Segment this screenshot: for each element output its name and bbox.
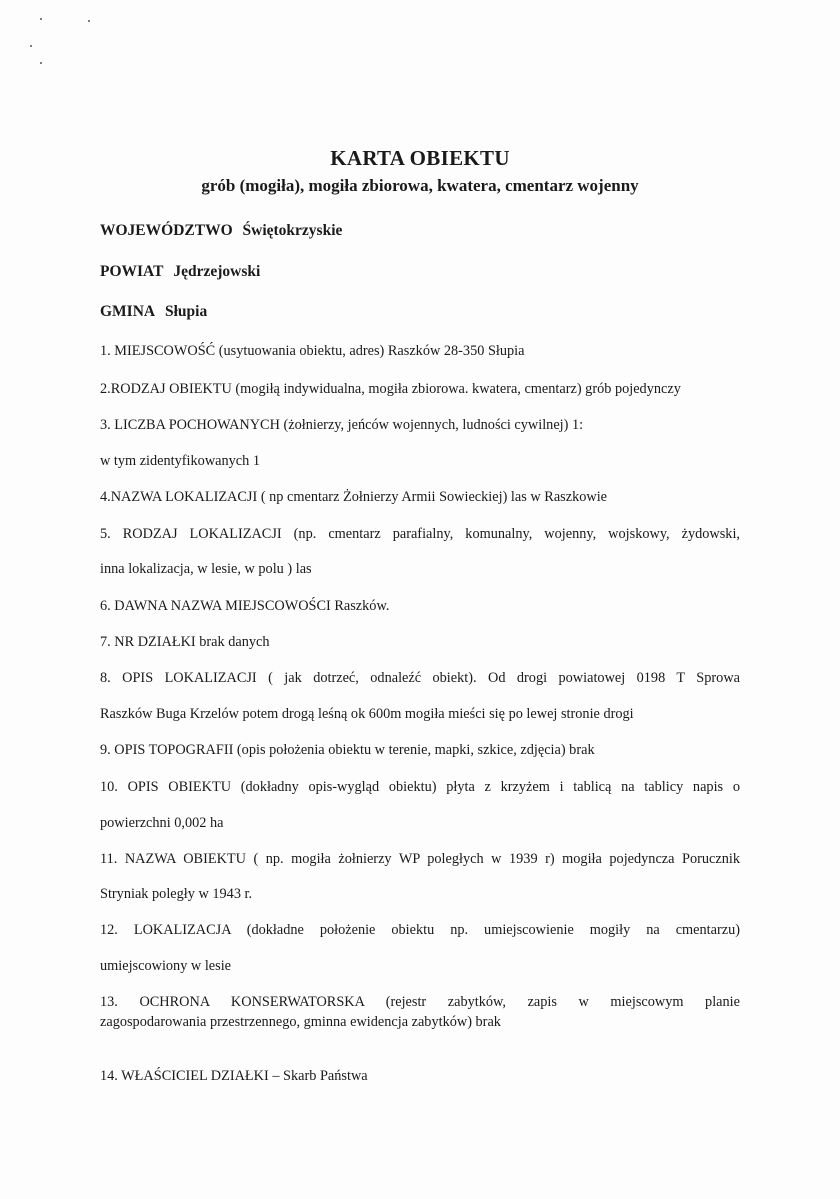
scan-speck <box>30 45 32 47</box>
voivodeship-value: Świętokrzyskie <box>242 222 343 239</box>
field-line: 10. OPIS OBIEKTU (dokładny opis-wygląd obiektu) płyta z krzyżem i tablicą na tablicy napis o <box>100 779 740 795</box>
county-label: POWIAT <box>100 263 164 280</box>
field-line: 7. NR DZIAŁKI brak danych <box>100 634 270 650</box>
commune-label: GMINA <box>100 303 156 320</box>
field-line: 9. OPIS TOPOGRAFII (opis położenia obiektu w terenie, mapki, szkice, zdjęcia) brak <box>100 742 595 758</box>
voivodeship-row <box>100 222 342 240</box>
commune-value: Słupia <box>164 303 208 320</box>
field-line: 11. NAZWA OBIEKTU ( np. mogiła żołnierzy WP poległych w 1939 r) mogiła pojedyncza Porucznik <box>100 851 740 867</box>
field-line: 6. DAWNA NAZWA MIEJSCOWOŚCI Raszków. <box>100 598 390 614</box>
commune-row <box>100 303 207 321</box>
scan-speck <box>40 18 42 20</box>
field-line: w tym zidentyfikowanych 1 <box>100 453 261 469</box>
document-subtitle: grób (mogiła), mogiła zbiorowa, kwatera, cmentarz wojenny <box>201 176 639 195</box>
scan-speck <box>88 20 90 22</box>
field-line: inna lokalizacja, w lesie, w polu ) las <box>100 561 312 577</box>
field-line: powierzchni 0,002 ha <box>100 815 224 831</box>
field-line: 1. MIEJSCOWOŚĆ (usytuowania obiektu, adres) Raszków 28-350 Słupia <box>100 343 525 359</box>
scan-speck <box>40 62 42 64</box>
field-line: 2.RODZAJ OBIEKTU (mogiłą indywidualna, mogiła zbiorowa. kwatera, cmentarz) grób pojedynczy <box>100 381 681 397</box>
field-line: 5. RODZAJ LOKALIZACJI (np. cmentarz parafialny, komunalny, wojenny, wojskowy, żydowski, <box>100 526 740 542</box>
field-line: zagospodarowania przestrzennego, gminna ewidencja zabytków) brak <box>100 1014 501 1030</box>
field-line: Stryniak poległy w 1943 r. <box>100 886 253 902</box>
voivodeship-label: WOJEWÓDZTWO <box>100 222 233 239</box>
county-value: Jędrzejowski <box>173 263 261 280</box>
field-line: Raszków Buga Krzelów potem drogą leśną ok 600m mogiła mieści się po lewej stronie drogi <box>100 706 634 722</box>
county-row <box>100 263 260 281</box>
field-line: 12. LOKALIZACJA (dokładne położenie obiektu np. umiejscowienie mogiły na cmentarzu) <box>100 922 740 938</box>
document-title: KARTA OBIEKTU <box>330 146 510 170</box>
field-line: 8. OPIS LOKALIZACJI ( jak dotrzeć, odnaleźć obiekt). Od drogi powiatowej 0198 T Sprowa <box>100 670 740 686</box>
field-line: 3. LICZBA POCHOWANYCH (żołnierzy, jeńców wojennych, ludności cywilnej) 1: <box>100 417 584 433</box>
field-line: 13. OCHRONA KONSERWATORSKA (rejestr zabytków, zapis w miejscowym planie <box>100 994 740 1010</box>
field-line: 4.NAZWA LOKALIZACJI ( np cmentarz Żołnierzy Armii Sowieckiej) las w Raszkowie <box>100 489 608 505</box>
field-line: umiejscowiony w lesie <box>100 958 232 974</box>
field-line: 14. WŁAŚCICIEL DZIAŁKI – Skarb Państwa <box>100 1068 368 1084</box>
